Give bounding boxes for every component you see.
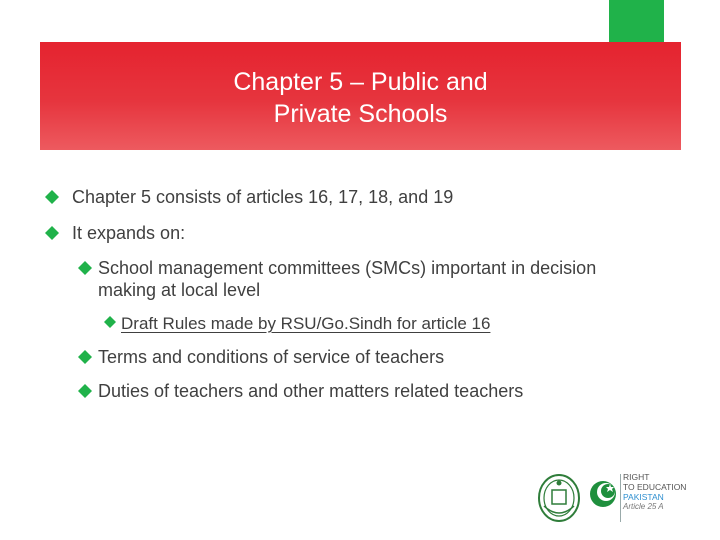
rte-line-4: Article 25 A (623, 502, 664, 511)
sub-bullet-item: School management committees (SMCs) important in decision (98, 258, 597, 278)
diamond-bullet-icon (78, 384, 92, 398)
rte-line-3: PAKISTAN (623, 492, 664, 502)
title-line-2: Private Schools (273, 100, 448, 128)
slide-title (40, 66, 681, 130)
diamond-bullet-icon (45, 226, 59, 240)
diamond-bullet-icon (78, 261, 92, 275)
sub-bullet-item: Duties of teachers and other matters related teachers (98, 381, 524, 401)
bullet-item: Chapter 5 consists of articles 16, 17, 18, and 19 (72, 187, 454, 207)
sub-bullet-item: Terms and conditions of service of teachers (98, 347, 445, 367)
rte-line-2: TO EDUCATION (623, 482, 687, 492)
sindh-government-emblem-icon (536, 472, 582, 524)
logo-divider (620, 474, 621, 522)
draft-rules-link[interactable]: Draft Rules made by RSU/Go.Sindh for article 16 (121, 314, 491, 333)
right-to-education-logo-icon (588, 472, 618, 524)
diamond-bullet-icon (78, 350, 92, 364)
diamond-bullet-icon (45, 190, 59, 204)
rte-logo-text (623, 472, 703, 512)
sub-bullet-item-cont: making at local level (98, 280, 261, 300)
diamond-bullet-icon (104, 316, 116, 328)
title-line-1: Chapter 5 – Public and (233, 68, 488, 96)
rte-line-1: RIGHT (623, 472, 650, 482)
bullet-item: It expands on: (72, 223, 186, 243)
